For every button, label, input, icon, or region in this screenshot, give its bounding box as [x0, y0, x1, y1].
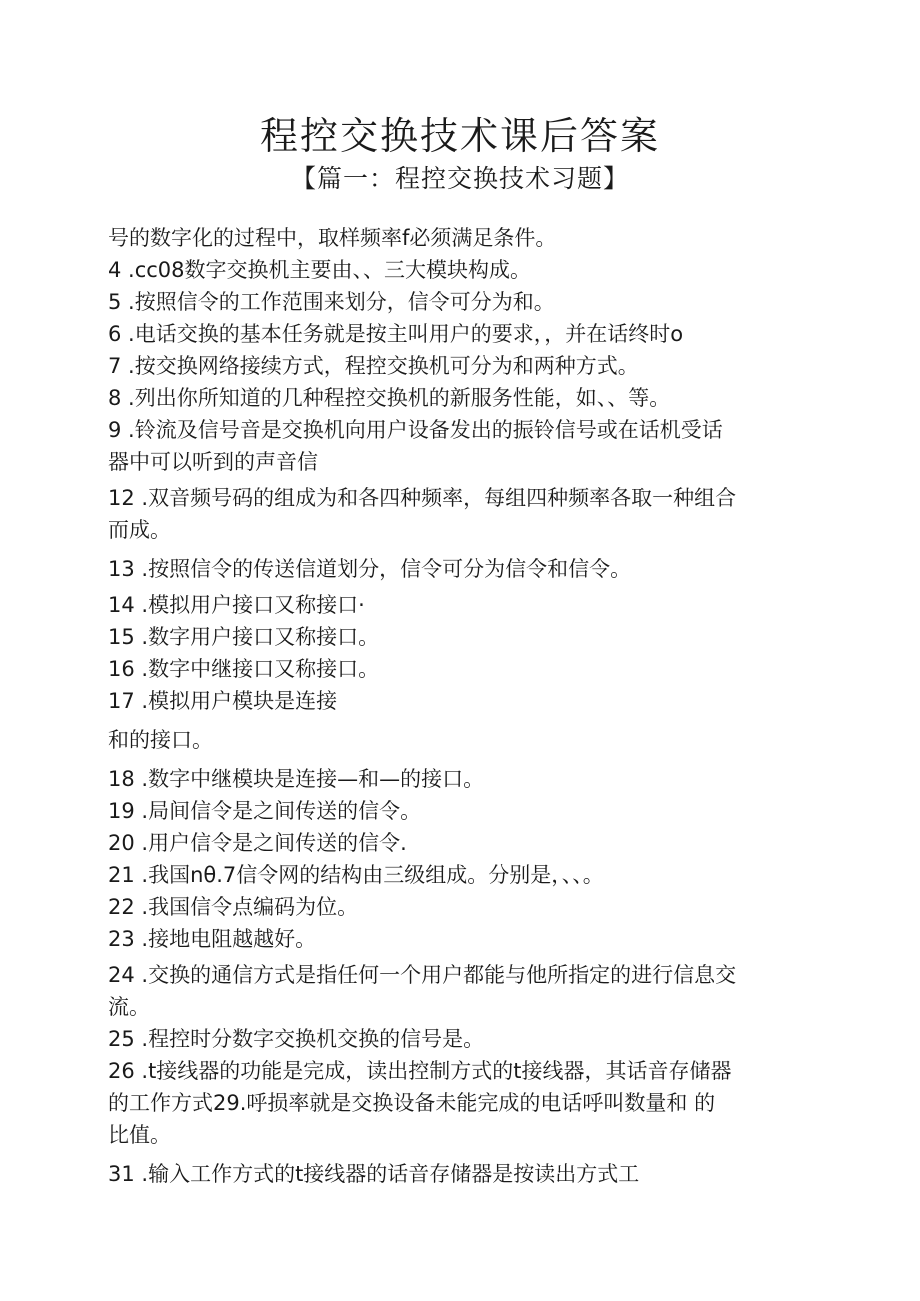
- question-line-20: 20 .用户信令是之间传送的信令.: [108, 831, 407, 855]
- question-line-4: 4 .cc08数字交换机主要由、、三大模块构成。: [108, 258, 532, 282]
- question-line-9-cont: 器中可以听到的声音信: [108, 450, 318, 474]
- question-line-26: 26 .t接线器的功能是完成，读出控制方式的t接线器，其话音存储器: [108, 1059, 732, 1083]
- question-line-21: 21 .我国nθ.7信令网的结构由三级组成。分别是，、、。: [108, 863, 604, 887]
- question-line-29-cont: 比值。: [108, 1123, 171, 1147]
- document-title: 程控交换技术课后答案: [259, 114, 660, 158]
- question-line-25: 25 .程控时分数字交换机交换的信号是。: [108, 1027, 485, 1051]
- question-line-16: 16 .数字中继接口又称接口。: [108, 657, 380, 681]
- question-line-6: 6 .电话交换的基本任务就是按主叫用户的要求，，并在话终时o: [108, 322, 684, 346]
- question-line-15: 15 .数字用户接口又称接口。: [108, 625, 380, 649]
- question-line-17: 17 .模拟用户模块是连接: [108, 689, 338, 713]
- question-line-19: 19 .局间信令是之间传送的信令。: [108, 799, 422, 823]
- question-line-24: 24 .交换的通信方式是指任何一个用户都能与他所指定的进行信息交: [108, 963, 737, 987]
- question-line-14: 14 .模拟用户接口又称接口·: [108, 593, 365, 617]
- question-line-24-cont: 流。: [108, 995, 150, 1019]
- document-subtitle: 【篇一：程控交换技术习题】: [290, 164, 629, 193]
- question-line-13: 13 .按照信令的传送信道划分，信令可分为信令和信令。: [108, 557, 632, 581]
- question-line-17-cont: 和的接口。: [108, 728, 213, 752]
- question-line-5: 5 .按照信令的工作范围来划分，信令可分为和。: [108, 290, 555, 314]
- document-body: [108, 222, 813, 1190]
- question-line-12-cont: 而成。: [108, 518, 171, 542]
- question-line-8: 8 .列出你所知道的几种程控交换机的新服务性能，如、、等。: [108, 386, 671, 410]
- question-line-9: 9 .铃流及信号音是交换机向用户设备发出的振铃信号或在话机受话: [108, 418, 723, 442]
- question-line-22: 22 .我国信令点编码为位。: [108, 895, 359, 919]
- question-line-18: 18 .数字中继模块是连接—和—的接口。: [108, 767, 485, 791]
- question-line-26-29: 的工作方式29.呼损率就是交换设备未能完成的电话呼叫数量和 的: [108, 1091, 716, 1115]
- question-line-23: 23 .接地电阻越越好。: [108, 927, 317, 951]
- question-line-12: 12 .双音频号码的组成为和各四种频率，每组四种频率各取一种组合: [108, 486, 737, 510]
- question-line-3: 号的数字化的过程中，取样频率f必须满足条件。: [108, 226, 557, 250]
- question-line-31: 31 .输入工作方式的t接线器的话音存储器是按读出方式工: [108, 1162, 640, 1186]
- question-line-7: 7 .按交换网络接续方式，程控交换机可分为和两种方式。: [108, 354, 639, 378]
